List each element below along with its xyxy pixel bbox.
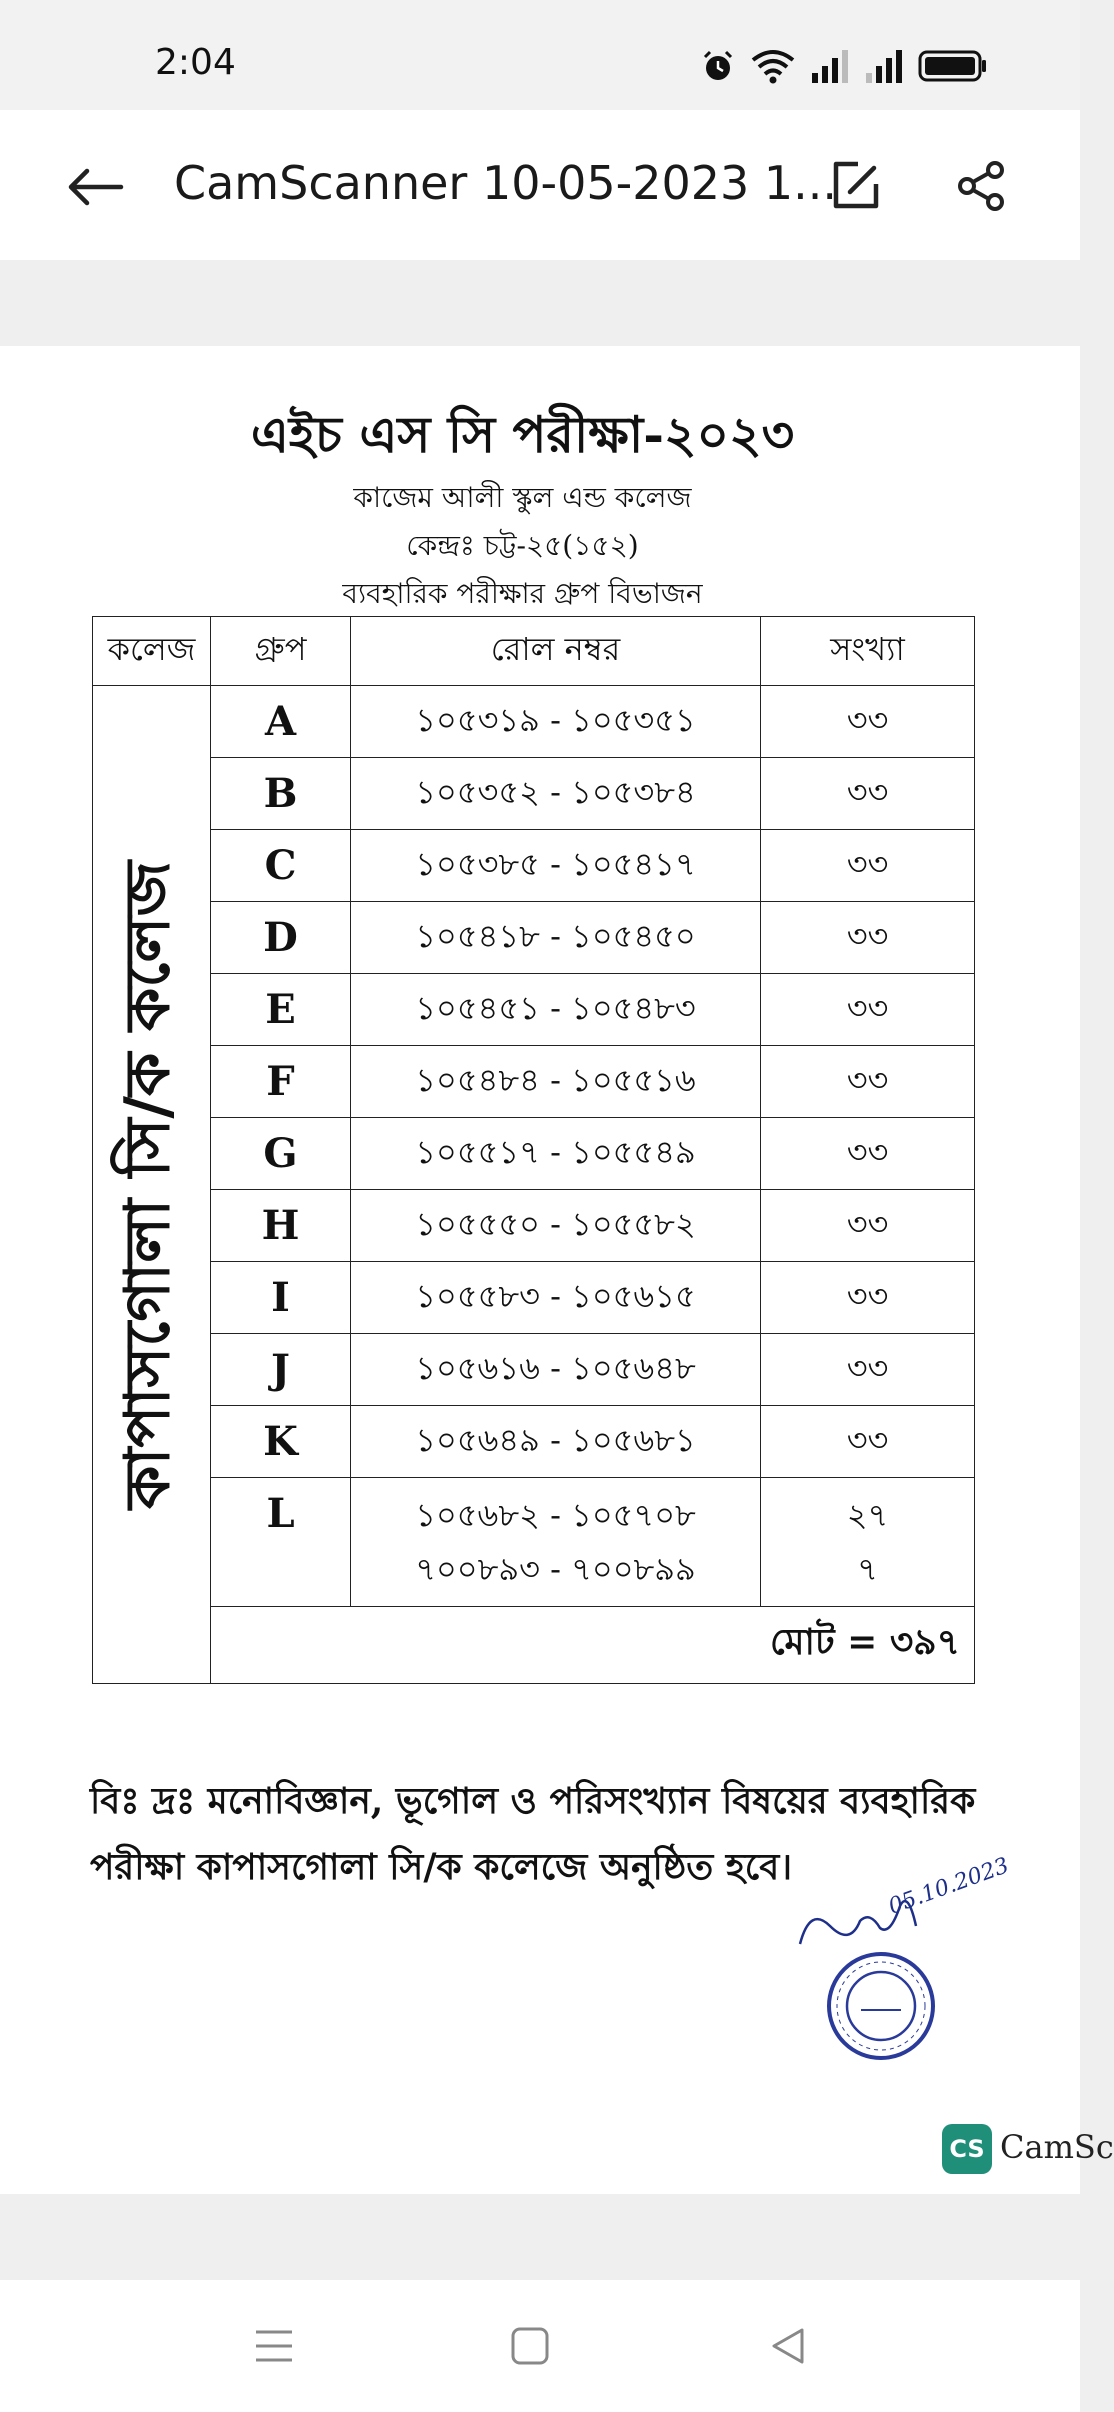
- document-page: [0, 346, 1114, 2194]
- roll-cell: ১০৫৩৮৫ - ১০৫৪১৭: [351, 830, 761, 902]
- share-icon: [953, 158, 1009, 214]
- roll-range-1: ১০৫৬৮২ - ১০৫৭০৮: [415, 1496, 696, 1534]
- table-row: [93, 1478, 975, 1607]
- document-title: CamScanner 10-05-2023 1...: [174, 156, 838, 210]
- header-roll: রোল নম্বর: [351, 617, 761, 686]
- table-row: [93, 974, 975, 1046]
- home-square-icon: [510, 2326, 550, 2366]
- count-cell: ৩৩: [761, 974, 975, 1046]
- app-bar: [0, 110, 1080, 260]
- alarm-icon: [700, 48, 736, 84]
- count-cell: [761, 1478, 975, 1607]
- doc-heading: এইচ এস সি পরীক্ষা-২০২৩: [250, 405, 795, 464]
- roll-cell: ১০৫৪৫১ - ১০৫৪৮৩: [351, 974, 761, 1046]
- doc-subtitle-center: কেন্দ্রঃ চট্ট-২৫(১৫২): [406, 529, 639, 562]
- signal-icon-sim2: [864, 49, 904, 83]
- nav-back-button[interactable]: [758, 2316, 818, 2376]
- status-icons: [700, 46, 988, 86]
- count-cell: ৩৩: [761, 1046, 975, 1118]
- roll-cell: ১০৫৩১৯ - ১০৫৩৫১: [351, 686, 761, 758]
- roll-cell: ১০৫৪৮৪ - ১০৫৫১৬: [351, 1046, 761, 1118]
- group-cell: G: [211, 1118, 351, 1190]
- doc-subtitle-division: ব্যবহারিক পরীক্ষার গ্রুপ বিভাজন: [342, 577, 703, 610]
- battery-icon: [918, 49, 988, 83]
- nav-menu-button[interactable]: [244, 2316, 304, 2376]
- count-2: ৭: [857, 1550, 878, 1588]
- count-cell: ৩৩: [761, 758, 975, 830]
- status-bar: [0, 0, 1080, 110]
- signature-date: 05.10.2023: [885, 1853, 1013, 1920]
- table-row: [93, 1406, 975, 1478]
- count-cell: ৩৩: [761, 1406, 975, 1478]
- group-cell: H: [211, 1190, 351, 1262]
- group-cell: L: [211, 1478, 351, 1607]
- roll-cell: ১০৫৫৫০ - ১০৫৫৮২: [351, 1190, 761, 1262]
- back-arrow-icon: [67, 167, 123, 207]
- header-college: কলেজ: [93, 617, 211, 686]
- group-cell: A: [211, 686, 351, 758]
- share-button[interactable]: [945, 150, 1017, 222]
- table-row: [93, 1334, 975, 1406]
- back-triangle-icon: [768, 2326, 808, 2366]
- table-row: [93, 1118, 975, 1190]
- college-name: কাপাসগোলা সি/ক কলেজ: [110, 860, 183, 1509]
- menu-icon: [254, 2326, 294, 2366]
- camscanner-watermark-text: CamSc: [1000, 2128, 1114, 2166]
- group-cell: E: [211, 974, 351, 1046]
- count-cell: ৩৩: [761, 1334, 975, 1406]
- edit-button[interactable]: [820, 150, 892, 222]
- header-group: গ্রুপ: [211, 617, 351, 686]
- count-cell: ৩৩: [761, 902, 975, 974]
- count-cell: ৩৩: [761, 1118, 975, 1190]
- roll-cell: ১০৫৪১৮ - ১০৫৪৫০: [351, 902, 761, 974]
- roll-cell: ১০৫৬১৬ - ১০৫৬৪৮: [351, 1334, 761, 1406]
- group-cell: D: [211, 902, 351, 974]
- system-nav-bar: [0, 2280, 1080, 2412]
- stamp-seal: [825, 1950, 937, 2062]
- table-row: [93, 1190, 975, 1262]
- doc-subtitle-school: কাজেম আলী স্কুল এন্ড কলেজ: [353, 481, 692, 514]
- count-1: ২৭: [846, 1496, 889, 1534]
- table-row: [93, 758, 975, 830]
- signal-icon-sim1: [810, 49, 850, 83]
- table-row: [93, 1046, 975, 1118]
- total-cell: মোট = ৩৯৭: [211, 1607, 975, 1684]
- table-row: [93, 1262, 975, 1334]
- roll-cell: [351, 1478, 761, 1607]
- roll-cell: ১০৫৫১৭ - ১০৫৫৪৯: [351, 1118, 761, 1190]
- count-cell: ৩৩: [761, 686, 975, 758]
- group-table: [92, 616, 975, 1684]
- count-cell: ৩৩: [761, 1190, 975, 1262]
- group-cell: I: [211, 1262, 351, 1334]
- table-row: [93, 902, 975, 974]
- roll-cell: ১০৫৫৮৩ - ১০৫৬১৫: [351, 1262, 761, 1334]
- table-row: [93, 830, 975, 902]
- group-cell: F: [211, 1046, 351, 1118]
- count-cell: ৩৩: [761, 830, 975, 902]
- back-button[interactable]: [60, 152, 130, 222]
- group-cell: K: [211, 1406, 351, 1478]
- nav-home-button[interactable]: [500, 2316, 560, 2376]
- group-cell: J: [211, 1334, 351, 1406]
- edit-icon: [828, 158, 884, 214]
- count-cell: ৩৩: [761, 1262, 975, 1334]
- group-cell: C: [211, 830, 351, 902]
- camscanner-logo-badge: CS: [942, 2124, 992, 2174]
- roll-cell: ১০৫৬৪৯ - ১০৫৬৮১: [351, 1406, 761, 1478]
- header-count: সংখ্যা: [761, 617, 975, 686]
- doc-note: বিঃ দ্রঃ মনোবিজ্ঞান, ভূগোল ও পরিসংখ্যান বিষয়ের ব্যবহারিক পরীক্ষা কাপাসগোলা সি/ক কলেজে অনুষ্ঠিত হবে।: [90, 1780, 976, 1888]
- status-time: 2:04: [155, 42, 236, 83]
- table-total-row: [93, 1607, 975, 1684]
- college-cell: [93, 686, 211, 1684]
- table-row: [93, 686, 975, 758]
- roll-cell: ১০৫৩৫২ - ১০৫৩৮৪: [351, 758, 761, 830]
- group-cell: B: [211, 758, 351, 830]
- table-header-row: [93, 617, 975, 686]
- wifi-icon: [750, 48, 796, 84]
- roll-range-2: ৭০০৮৯৩ - ৭০০৮৯৯: [415, 1550, 696, 1588]
